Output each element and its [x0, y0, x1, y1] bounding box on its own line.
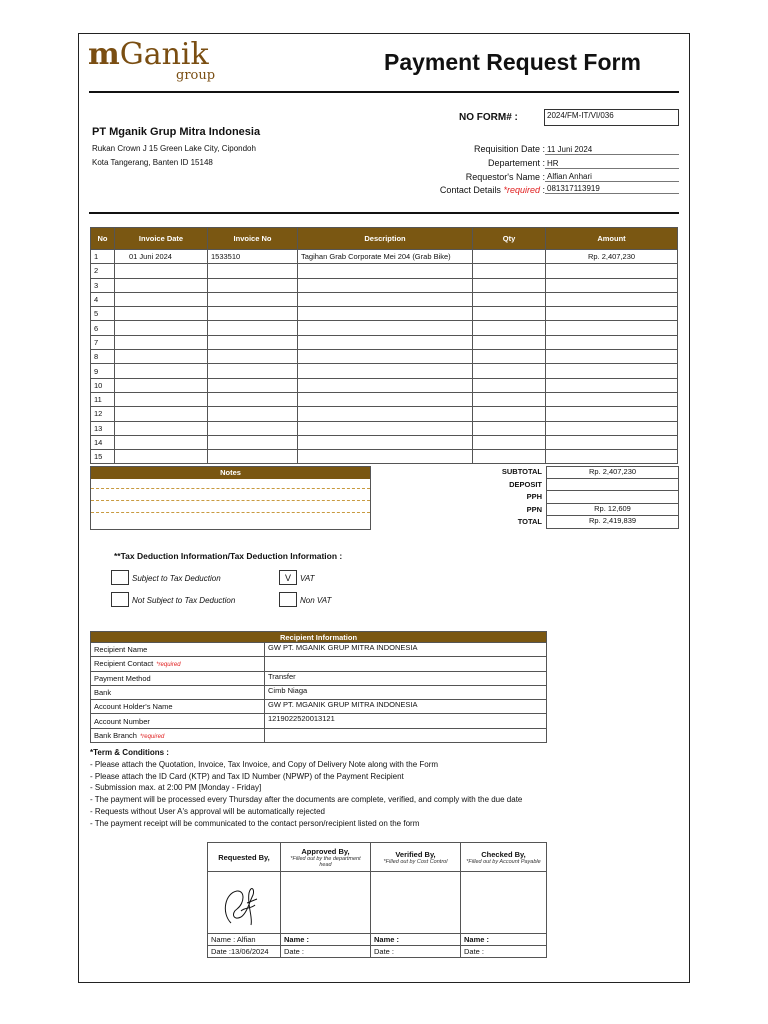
requisition-date-field[interactable]: 11 Juni 2024	[545, 144, 679, 155]
notes-header: Notes	[91, 467, 370, 479]
table-cell[interactable]	[298, 378, 473, 392]
vat-checkbox[interactable]: V	[279, 570, 297, 585]
form-page	[78, 33, 690, 983]
brand-logo	[88, 37, 209, 72]
total-value[interactable]: Rp. 2,419,839	[546, 516, 679, 529]
table-cell[interactable]	[473, 392, 546, 406]
recipient-label-text: Account Number	[94, 716, 150, 726]
required-mark: *required	[156, 662, 181, 669]
recipient-row	[91, 685, 547, 699]
logo-group: group	[176, 68, 216, 83]
table-cell[interactable]	[546, 321, 678, 335]
non-vat-label: Non VAT	[300, 596, 332, 605]
recipient-row	[91, 657, 547, 671]
total-label: PPH	[526, 492, 542, 501]
signature-header	[461, 843, 547, 872]
terms-heading: *Term & Conditions :	[90, 748, 169, 757]
terms-section	[90, 747, 685, 830]
table-cell[interactable]	[298, 407, 473, 421]
table-cell[interactable]	[546, 450, 678, 464]
table-row	[91, 435, 678, 449]
signature-box[interactable]	[281, 872, 371, 934]
row-number: 6	[91, 321, 115, 335]
table-cell[interactable]	[546, 307, 678, 321]
table-cell[interactable]	[546, 407, 678, 421]
table-cell[interactable]	[546, 335, 678, 349]
department-label: Departement :	[487, 158, 545, 168]
signature-date[interactable]: Date :13/06/2024	[208, 946, 281, 958]
not-subject-tax-checkbox[interactable]	[111, 592, 129, 607]
recipient-row	[91, 643, 547, 657]
term-item: - Requests without User A's approval will be automatically rejected	[90, 806, 325, 816]
table-cell[interactable]	[546, 292, 678, 306]
signature-title: Requested By,	[218, 852, 270, 862]
table-cell[interactable]	[473, 264, 546, 278]
recipient-label	[91, 685, 265, 699]
recipient-label	[91, 671, 265, 685]
required-mark: *required	[139, 733, 165, 740]
total-value[interactable]: Rp. 12,609	[546, 504, 679, 517]
recipient-label	[91, 728, 265, 742]
non-vat-checkbox[interactable]	[279, 592, 297, 607]
column-header: Invoice Date	[115, 228, 208, 250]
table-cell[interactable]	[208, 350, 298, 364]
contact-details-text: Contact Details	[439, 185, 501, 195]
table-cell[interactable]	[546, 421, 678, 435]
recipient-label-text: Bank Branch	[94, 730, 137, 740]
total-label: TOTAL	[517, 517, 542, 526]
table-cell[interactable]	[473, 421, 546, 435]
table-row	[91, 335, 678, 349]
recipient-value[interactable]: Transfer	[265, 671, 547, 685]
table-cell[interactable]	[115, 350, 208, 364]
signature-header	[371, 843, 461, 872]
logo-m: m	[88, 37, 120, 72]
required-mark: *required	[503, 185, 540, 195]
recipient-row	[91, 714, 547, 728]
table-cell[interactable]	[546, 278, 678, 292]
signature-scribble	[211, 873, 271, 931]
contact-colon: :	[539, 185, 545, 195]
table-row	[91, 278, 678, 292]
column-header: Qty	[473, 228, 546, 250]
table-cell[interactable]	[546, 364, 678, 378]
row-number: 4	[91, 292, 115, 306]
table-cell[interactable]	[473, 450, 546, 464]
table-cell[interactable]	[473, 250, 546, 264]
term-item: - Submission max. at 2:00 PM [Monday - Friday]	[90, 783, 262, 793]
row-number: 10	[91, 378, 115, 392]
table-cell[interactable]	[208, 364, 298, 378]
total-value[interactable]	[546, 479, 679, 492]
row-number: 2	[91, 264, 115, 278]
recipient-value[interactable]	[265, 728, 547, 742]
signature-date[interactable]: Date :	[461, 946, 547, 958]
table-cell[interactable]: 1533510	[208, 250, 298, 264]
department-field[interactable]: HR	[545, 158, 679, 169]
recipient-label-text: Recipient Contact	[94, 659, 154, 669]
table-cell[interactable]	[473, 407, 546, 421]
table-row	[91, 350, 678, 364]
table-cell[interactable]	[298, 421, 473, 435]
column-header: Amount	[546, 228, 678, 250]
tax-heading: **Tax Deduction Information/Tax Deduction Information :	[114, 551, 343, 561]
row-number: 7	[91, 335, 115, 349]
row-number: 1	[91, 250, 115, 264]
recipient-value[interactable]: GW PT. MGANIK GRUP MITRA INDONESIA	[265, 643, 547, 657]
table-cell[interactable]	[298, 321, 473, 335]
subject-tax-label: Subject to Tax Deduction	[132, 574, 221, 583]
signature-box[interactable]	[208, 872, 281, 934]
column-header: Description	[298, 228, 473, 250]
table-row	[91, 250, 678, 264]
recipient-row	[91, 728, 547, 742]
table-cell[interactable]	[208, 335, 298, 349]
table-cell[interactable]	[298, 278, 473, 292]
table-row	[91, 450, 678, 464]
vat-label: VAT	[300, 574, 315, 583]
recipient-label-text: Recipient Name	[94, 645, 148, 655]
notes-line	[91, 479, 370, 489]
notes-line	[91, 489, 370, 501]
table-cell[interactable]	[473, 307, 546, 321]
section-divider	[89, 212, 679, 214]
term-item: - Please attach the ID Card (KTP) and Tax ID Number (NPWP) of the Payment Recipient	[90, 771, 404, 781]
table-cell[interactable]	[208, 435, 298, 449]
table-cell[interactable]	[473, 378, 546, 392]
signature-note: *Filled out by Cost Control	[383, 858, 448, 865]
table-cell[interactable]	[546, 264, 678, 278]
column-header: No	[91, 228, 115, 250]
signature-date[interactable]: Date :	[281, 946, 371, 958]
invoice-table	[90, 227, 678, 464]
table-cell[interactable]	[208, 264, 298, 278]
table-cell[interactable]	[115, 421, 208, 435]
table-cell[interactable]	[115, 435, 208, 449]
recipient-value[interactable]: Cimb Niaga	[265, 685, 547, 699]
recipient-value[interactable]: GW PT. MGANIK GRUP MITRA INDONESIA	[265, 700, 547, 714]
logo-text: Ganik	[119, 37, 209, 72]
form-number-field[interactable]: 2024/FM-IT/VI/036	[544, 109, 679, 126]
signature-header	[208, 843, 281, 872]
table-row	[91, 292, 678, 306]
table-cell[interactable]	[473, 364, 546, 378]
signature-header	[281, 843, 371, 872]
table-row	[91, 307, 678, 321]
table-cell[interactable]	[208, 307, 298, 321]
company-address-1: Rukan Crown J 15 Green Lake City, Cipondoh	[92, 144, 256, 153]
table-row	[91, 421, 678, 435]
table-cell[interactable]: 01 Juni 2024	[115, 250, 208, 264]
table-cell[interactable]	[208, 278, 298, 292]
table-cell[interactable]	[298, 392, 473, 406]
term-item: - The payment will be processed every Thursday after the documents are complete, verified, and comply with the due date	[90, 795, 523, 805]
requisition-date-label: Requisition Date :	[473, 144, 545, 154]
table-cell[interactable]	[473, 435, 546, 449]
table-row	[91, 364, 678, 378]
table-cell[interactable]	[208, 421, 298, 435]
row-number: 12	[91, 407, 115, 421]
table-cell[interactable]	[473, 292, 546, 306]
recipient-label	[91, 657, 265, 671]
row-number: 5	[91, 307, 115, 321]
recipient-value[interactable]	[265, 657, 547, 671]
table-cell[interactable]	[298, 450, 473, 464]
table-row	[91, 321, 678, 335]
table-cell[interactable]	[298, 335, 473, 349]
total-label: PPN	[526, 504, 542, 514]
table-cell[interactable]	[208, 450, 298, 464]
company-address-2: Kota Tangerang, Banten ID 15148	[92, 158, 213, 167]
notes-box[interactable]	[90, 466, 371, 530]
table-cell[interactable]	[115, 307, 208, 321]
table-cell[interactable]	[473, 278, 546, 292]
row-number: 14	[91, 435, 115, 449]
subject-tax-checkbox[interactable]	[111, 570, 129, 585]
table-cell[interactable]: Rp. 2,407,230	[546, 250, 678, 264]
recipient-label	[91, 714, 265, 728]
recipient-label	[91, 643, 265, 657]
recipient-label-text: Account Holder's Name	[94, 702, 173, 712]
top-divider	[89, 91, 679, 93]
signature-date[interactable]: Date :	[371, 946, 461, 958]
row-number: 8	[91, 350, 115, 364]
signature-name[interactable]: Name :	[281, 934, 371, 946]
table-cell[interactable]	[298, 292, 473, 306]
signature-title: Verified By,	[395, 849, 436, 859]
table-cell[interactable]	[473, 321, 546, 335]
signature-note: *Filled out by the department head	[290, 855, 361, 868]
page-title: Payment Request Form	[384, 49, 641, 75]
total-label: SUBTOTAL	[501, 467, 542, 476]
row-number: 15	[91, 450, 115, 464]
table-cell[interactable]	[208, 292, 298, 306]
recipient-row	[91, 671, 547, 685]
recipient-label-text: Payment Method	[94, 673, 151, 683]
table-cell[interactable]	[115, 364, 208, 378]
row-number: 11	[91, 392, 115, 406]
total-label: DEPOSIT	[509, 479, 542, 489]
requestor-name-field[interactable]: Alfian Anhari	[545, 171, 679, 182]
table-row	[91, 392, 678, 406]
table-row	[91, 378, 678, 392]
table-cell[interactable]	[298, 264, 473, 278]
table-cell[interactable]	[115, 264, 208, 278]
table-row	[91, 407, 678, 421]
table-cell[interactable]	[115, 450, 208, 464]
table-cell[interactable]	[208, 407, 298, 421]
table-cell[interactable]	[115, 407, 208, 421]
row-number: 13	[91, 421, 115, 435]
table-cell[interactable]	[298, 350, 473, 364]
signature-table	[207, 842, 547, 958]
signature-name[interactable]: Name :	[461, 934, 547, 946]
contact-details-field[interactable]: 081317113919	[545, 183, 679, 194]
term-item: - The payment receipt will be communicated to the contact person/recipient listed on the form	[90, 818, 420, 828]
term-item: - Please attach the Quotation, Invoice, Tax Invoice, and Copy of Delivery Note along with the Form	[90, 759, 439, 769]
signature-box[interactable]	[461, 872, 547, 934]
total-value[interactable]: Rp. 2,407,230	[546, 466, 679, 479]
table-cell[interactable]	[473, 335, 546, 349]
table-cell[interactable]	[115, 335, 208, 349]
table-cell[interactable]	[208, 378, 298, 392]
table-cell[interactable]	[115, 378, 208, 392]
recipient-row	[91, 700, 547, 714]
table-cell[interactable]	[546, 435, 678, 449]
table-cell[interactable]	[115, 321, 208, 335]
signature-name[interactable]: Name : Alfian	[208, 934, 281, 946]
recipient-table	[90, 631, 547, 743]
table-cell[interactable]	[208, 321, 298, 335]
recipient-value[interactable]: 1219022520013121	[265, 714, 547, 728]
table-cell[interactable]	[298, 435, 473, 449]
table-cell[interactable]	[115, 392, 208, 406]
notes-line	[91, 501, 370, 513]
company-name: PT Mganik Grup Mitra Indonesia	[92, 126, 261, 138]
table-cell[interactable]	[298, 307, 473, 321]
table-row	[91, 264, 678, 278]
signature-title: Checked By,	[481, 849, 526, 859]
table-cell[interactable]	[546, 378, 678, 392]
contact-details-label	[379, 185, 545, 195]
requestor-name-label: Requestor's Name :	[465, 172, 545, 182]
table-cell[interactable]	[473, 350, 546, 364]
form-number-label: NO FORM# :	[459, 112, 518, 123]
signature-title: Approved By,	[301, 846, 350, 856]
table-cell[interactable]	[298, 364, 473, 378]
not-subject-tax-label: Not Subject to Tax Deduction	[132, 596, 236, 605]
table-cell[interactable]	[208, 392, 298, 406]
table-cell[interactable]	[115, 278, 208, 292]
total-value[interactable]	[546, 491, 679, 504]
recipient-label	[91, 700, 265, 714]
table-cell[interactable]	[546, 392, 678, 406]
table-cell[interactable]: Tagihan Grab Corporate Mei 204 (Grab Bike)	[298, 250, 473, 264]
signature-note: *Filled out by Account Payable	[466, 858, 541, 865]
signature-name[interactable]: Name :	[371, 934, 461, 946]
table-cell[interactable]	[115, 292, 208, 306]
row-number: 3	[91, 278, 115, 292]
recipient-header: Recipient Information	[91, 632, 547, 643]
recipient-label-text: Bank	[94, 688, 112, 698]
signature-box[interactable]	[371, 872, 461, 934]
table-cell[interactable]	[546, 350, 678, 364]
column-header: Invoice No	[208, 228, 298, 250]
row-number: 9	[91, 364, 115, 378]
